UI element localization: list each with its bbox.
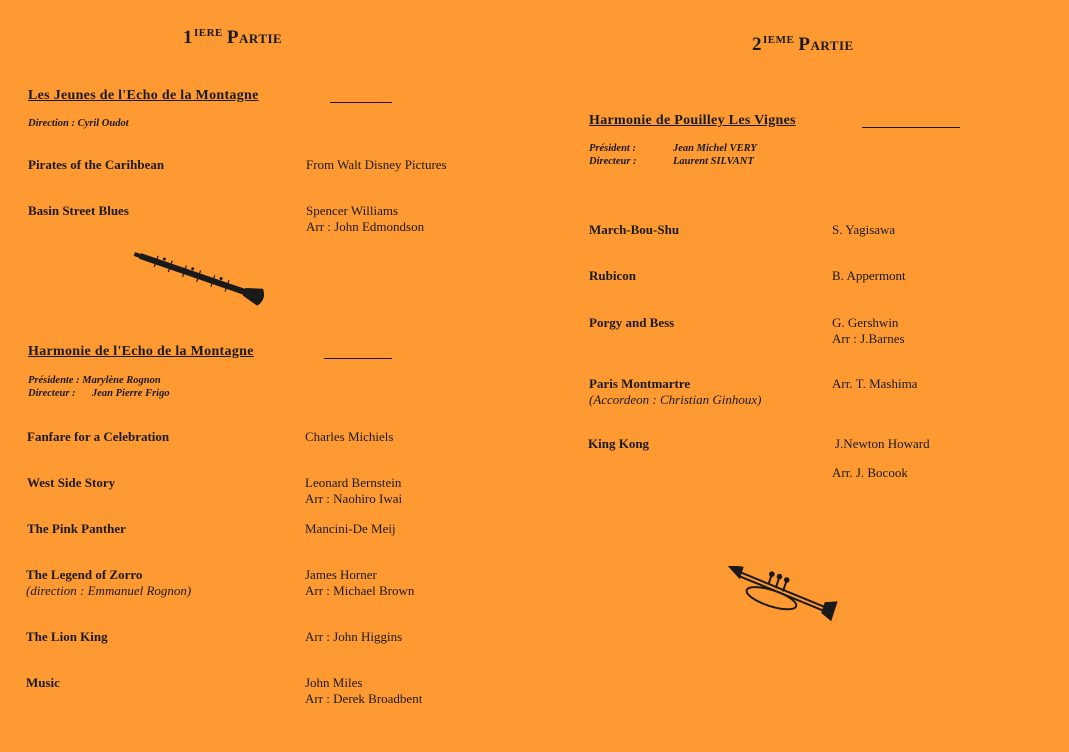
piece-arranger: Arr : Derek Broadbent: [305, 691, 423, 706]
piece-composer: J.Newton Howard: [835, 436, 930, 451]
piece-composer: Mancini-De Meij: [305, 521, 396, 536]
piece-composer: Leonard Bernstein: [305, 475, 402, 490]
piece-composer: Arr : John Higgins: [305, 629, 403, 644]
section-president: [589, 142, 757, 155]
part-1-word: Partie: [226, 27, 283, 48]
part-1-heading: [183, 27, 282, 49]
piece-title: The Legend of Zorro: [26, 567, 143, 582]
section-underline: [862, 127, 960, 128]
trumpet-icon: [718, 566, 843, 629]
directeur-name: Laurent SILVANT: [673, 156, 754, 167]
directeur-label: Directeur :: [589, 156, 637, 167]
president-label: Président :: [589, 143, 636, 154]
piece-title: The Lion King: [26, 629, 108, 644]
piece-composer: S. Yagisawa: [832, 222, 896, 237]
piece-composer: From Walt Disney Pictures: [306, 157, 447, 172]
section-underline: [330, 102, 392, 103]
piece-arranger: Arr : Naohiro Iwai: [305, 491, 403, 506]
piece-title: The Pink Panther: [27, 521, 126, 536]
section-underline: [324, 358, 392, 359]
part-2-ordinal: IEME: [763, 34, 795, 46]
piece-arranger: Arr. J. Bocook: [832, 465, 908, 480]
piece-composer: John Miles: [305, 675, 363, 690]
piece-title: March-Bou-Shu: [589, 222, 680, 237]
part-2-number: 2: [752, 34, 762, 55]
directeur-label: Directeur :: [28, 388, 76, 399]
piece-title: King Kong: [588, 436, 650, 451]
piece-subtitle: (direction : Emmanuel Rognon): [26, 583, 192, 598]
piece-title: Music: [26, 675, 60, 690]
clarinet-icon: [128, 248, 273, 313]
part-2-heading: [752, 34, 854, 56]
piece-composer: Arr. T. Mashima: [832, 376, 918, 391]
piece-title: Paris Montmartre: [589, 376, 691, 391]
piece-subtitle: (Accordeon : Christian Ginhoux): [589, 392, 762, 407]
piece-title: Rubicon: [589, 268, 636, 283]
piece-title: Basin Street Blues: [28, 203, 129, 218]
piece-title: Pirates of the Carihbean: [28, 157, 165, 172]
piece-arranger: Arr : John Edmondson: [306, 219, 425, 234]
directeur-name: Jean Pierre Frigo: [92, 388, 170, 399]
piece-composer: James Horner: [305, 567, 377, 582]
section-directeur: [589, 155, 754, 168]
piece-title: West Side Story: [27, 475, 116, 490]
section-title-pouilley: Harmonie de Pouilley Les Vignes: [589, 113, 796, 128]
piece-composer: Charles Michiels: [305, 429, 394, 444]
piece-arranger: Arr : J.Barnes: [832, 331, 905, 346]
piece-composer: B. Appermont: [832, 268, 906, 283]
piece-title: Porgy and Bess: [589, 315, 675, 330]
section-direction: Direction : Cyril Oudot: [28, 118, 129, 129]
piece-composer: G. Gershwin: [832, 315, 899, 330]
part-1-ordinal: IERE: [194, 27, 223, 39]
section-title-jeunes: Les Jeunes de l'Echo de la Montagne: [28, 88, 259, 103]
section-directeur: [28, 387, 170, 400]
president-name: Jean Michel VERY: [673, 143, 757, 154]
section-presidente: Présidente : Marylène Rognon: [28, 375, 161, 386]
section-title-harmonie-echo: Harmonie de l'Echo de la Montagne: [28, 344, 254, 359]
piece-arranger: Arr : Michael Brown: [305, 583, 415, 598]
piece-composer: Spencer Williams: [306, 203, 399, 218]
piece-title: Fanfare for a Celebration: [27, 429, 170, 444]
part-2-word: Partie: [798, 34, 854, 55]
part-1-number: 1: [183, 27, 193, 48]
